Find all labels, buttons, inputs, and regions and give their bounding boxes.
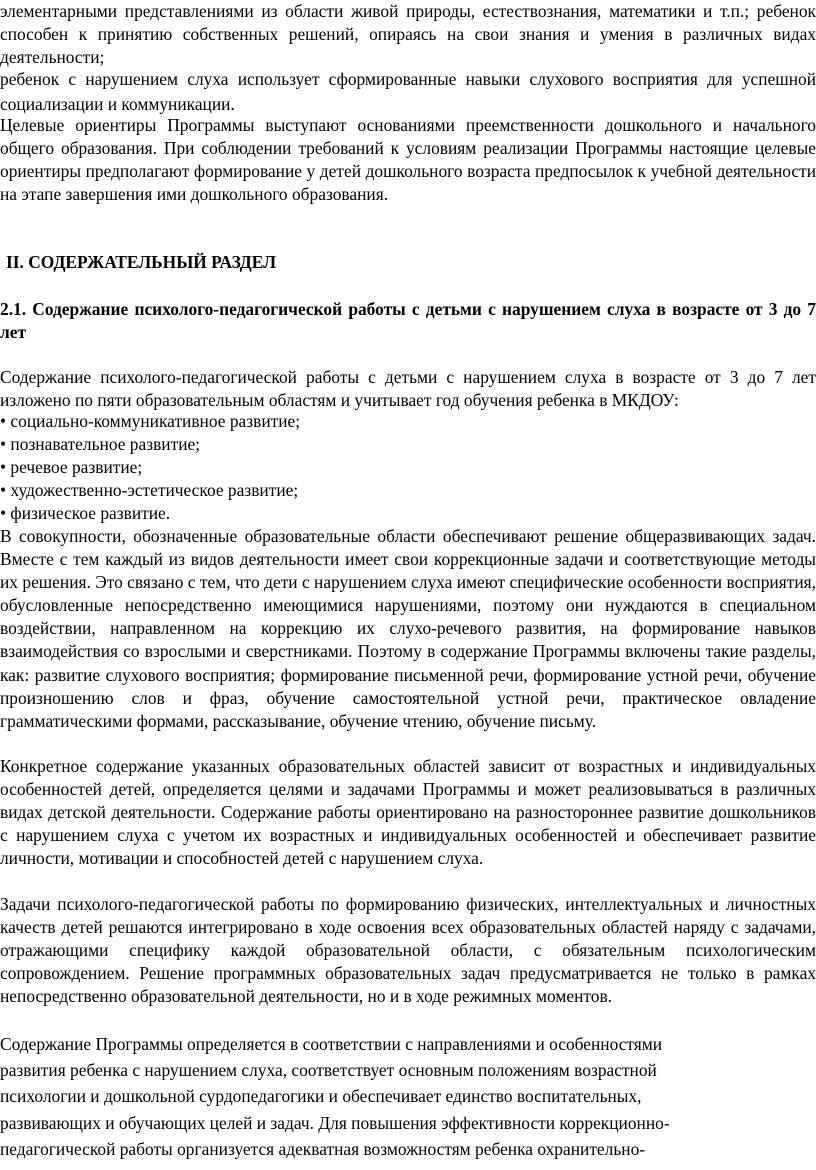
text-line: психологии и дошкольной сурдопедагогики и обеспечивает единство воспитательных,: [0, 1086, 642, 1107]
list-item: • физическое развитие.: [0, 503, 171, 524]
paragraph-correction-tasks: В совокупности, обозначенные образовательные области обеспечивают решение общеразвивающих задач. Вместе с тем каждый из видов деятельности имеет свои коррекционные задачи и соответствующие методы их решения. Это связано с тем, что дети с нарушением слуха имеют специфические особенности восприятия, обусловленные непосредственно имеющимися нарушениями, поэтому они нуждаются в специальном воздействии, направленном на коррекцию их слухо-речевого развития, на формирование навыков взаимодействия со взрослыми и сверстниками. Поэтому в содержание Программы включены такие разделы, как: развитие слухового восприятия; формирование письменной речи, формирование устной речи, обучение произношению слов и фраз, обучение самостоятельной устной речи, практическое овладение грамматическими формами, рассказывание, обучение чтению, обучение письму.: [0, 526, 816, 731]
text-line: развивающих и обучающих целей и задач. Для повышения эффективности коррекционно-: [0, 1112, 670, 1133]
paragraph-hearing-skills-text: ребенок с нарушением слуха использует сформированные навыки слухового восприятия для успешной социализации и коммуникации.: [0, 69, 816, 115]
text-line: Содержание Программы определяется в соответствии с направлениями и особенностями: [0, 1034, 663, 1054]
text-line: педагогической работы организуется адекватная возможностям ребенка охранительно-: [0, 1138, 646, 1159]
paragraph-integrated-tasks: Задачи психолого-педагогической работы по формированию физических, интеллектуальных и личностных качеств детей решаются интегрировано в ходе освоения всех образовательных областей наряду с задачами, отражающими специфику каждой образовательной области, с обязательным психологическим сопровождением. Решение программных образовательных задач предусматривается не только в рамках непосредственно образовательной деятельности, но и в ходе режимных моментов.: [0, 894, 816, 1007]
paragraph-program-content: [0, 1031, 816, 1162]
list-item: • познавательное развитие;: [0, 434, 201, 455]
section-title: II. СОДЕРЖАТЕЛЬНЫЙ РАЗДЕЛ: [6, 252, 277, 272]
educational-areas-list: [0, 410, 816, 525]
paragraph-hearing-skills: [0, 68, 816, 116]
paragraph-specific-content: Конкретное содержание указанных образовательных областей зависит от возрастных и индивидуальных особенностей детей, определяется целями и задачами Программы и может реализовываться в различных видах детской деятельности. Содержание работы ориентировано на разностороннее развитие дошкольников с нарушением слуха с учетом их возрастных и индивидуальных особенностей и обеспечивает развитие личности, мотивации и способностей детей с нарушением слуха.: [0, 756, 816, 869]
paragraph-target-guidelines: Целевые ориентиры Программы выступают основаниями преемственности дошкольного и начального общего образования. При соблюдении требований к условиям реализации Программы настоящие целевые ориентиры предполагают формирование у детей дошкольного возраста предпосылок к учебной деятельности на этапе завершения ими дошкольного образования.: [0, 115, 816, 205]
paragraph-content-overview: Содержание психолого-педагогической работы с детьми с нарушением слуха в возрасте от 3 до 7 лет изложено по пяти образовательным областям и учитывает год обучения ребенка в МКДОУ:: [0, 367, 816, 411]
paragraph-knowledge: элементарными представлениями из области живой природы, естествознания, математики и т.п.; ребенок способен к принятию собственных решений, опираясь на свои знания и умения в различных видах деятельности;: [0, 1, 816, 68]
text-line: развития ребенка с нарушением слуха, соответствует основным положениям возрастной: [0, 1060, 657, 1081]
list-item: • социально-коммуникативное развитие;: [0, 411, 301, 431]
subsection-title: 2.1. Содержание психолого-педагогической работы с детьми с нарушением слуха в возрасте от 3 до 7 лет: [0, 299, 816, 343]
list-item: • речевое развитие;: [0, 457, 143, 478]
list-item: • художественно-эстетическое развитие;: [0, 480, 299, 501]
